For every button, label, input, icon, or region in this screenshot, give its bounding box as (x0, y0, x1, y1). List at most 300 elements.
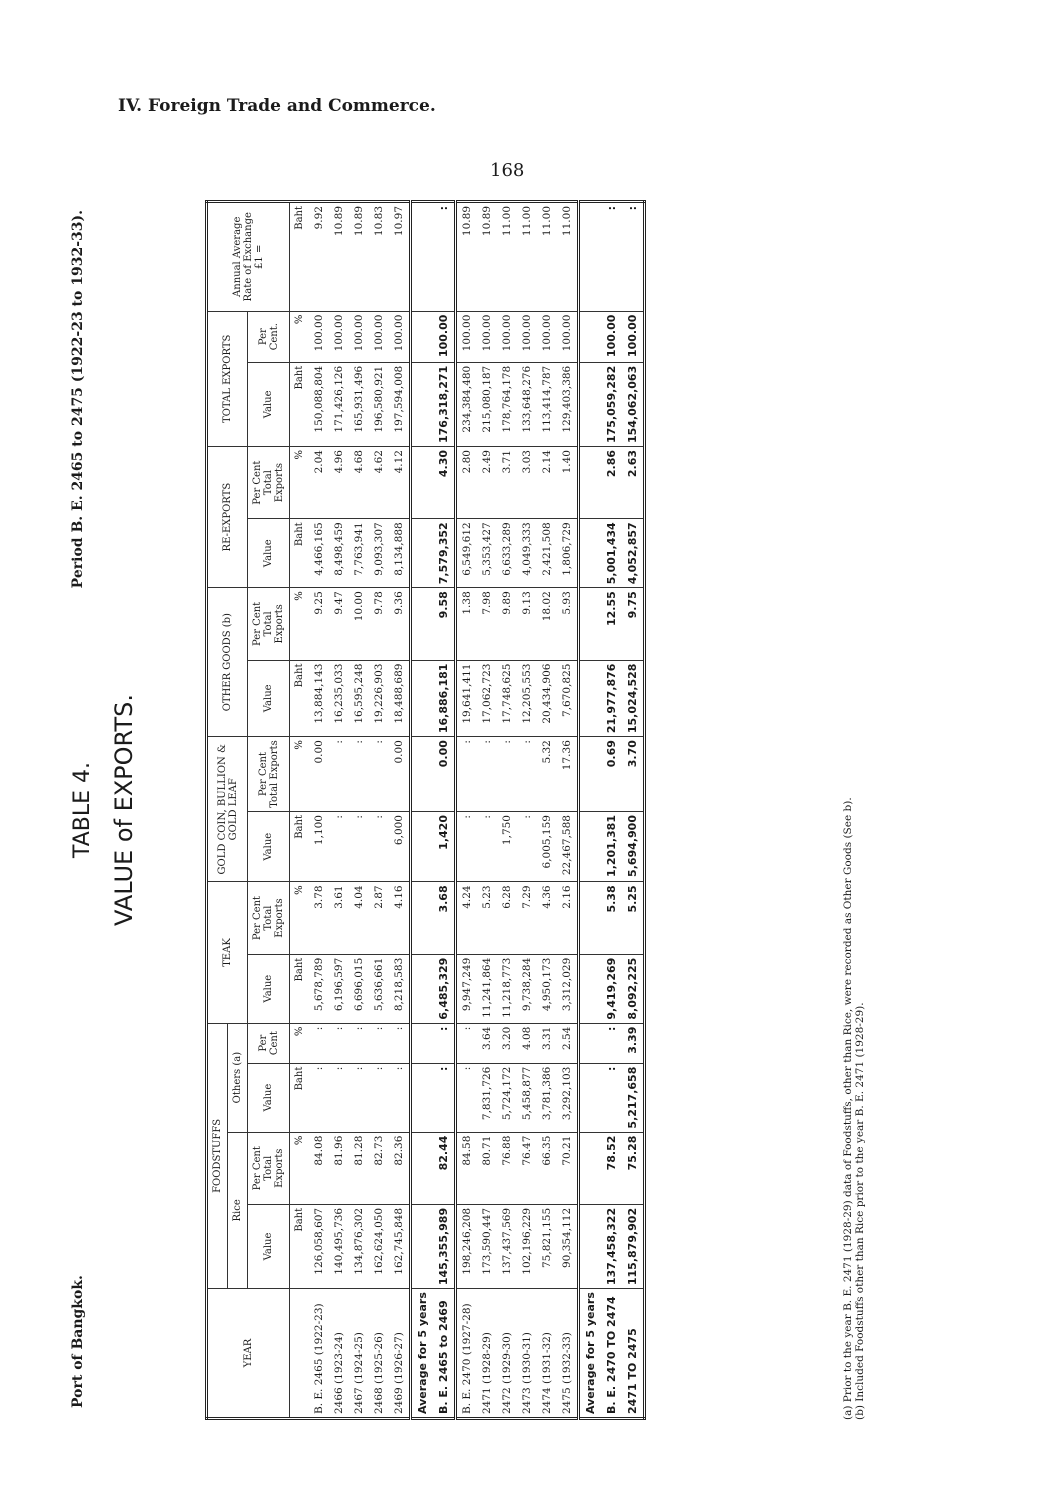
value-cell (411, 660, 434, 737)
value-cell: Baht (290, 660, 310, 737)
value-cell: 1.38 (456, 588, 478, 660)
value-cell: : (601, 1063, 622, 1132)
value-cell: : (329, 1023, 349, 1063)
value-cell: 2.54 (557, 1023, 579, 1063)
value-cell: 4.08 (517, 1023, 537, 1063)
header-foodstuffs: FOODSTUFFS (207, 1023, 228, 1288)
value-cell: : (456, 1063, 478, 1132)
value-cell: 129,403,386 (557, 362, 579, 446)
value-cell: 11.00 (537, 202, 557, 312)
value-cell: % (290, 588, 310, 660)
value-cell (411, 1023, 434, 1063)
value-cell: 176,318,271 (433, 362, 456, 446)
value-cell: 9,947,249 (456, 954, 478, 1023)
value-cell: 4.68 (349, 447, 369, 519)
value-cell: 2.86 (601, 447, 622, 519)
table-title: VALUE of EXPORTS. (110, 693, 138, 927)
value-cell: 215,080,187 (477, 362, 497, 446)
header-other-goods: OTHER GOODS (b) (207, 588, 248, 737)
value-cell: 10.00 (349, 588, 369, 660)
subheader-pct: Per Cent Total Exports (248, 882, 290, 954)
section-heading: IV. Foreign Trade and Commerce. (118, 96, 436, 116)
value-cell: 162,745,848 (389, 1204, 411, 1288)
value-cell (411, 519, 434, 588)
table-row (433, 202, 456, 1419)
value-cell: 5,636,661 (369, 954, 389, 1023)
value-cell: 100.00 (601, 311, 622, 362)
table-row (477, 202, 497, 1419)
value-cell: 80.71 (477, 1132, 497, 1204)
value-cell: 4,466,165 (309, 519, 329, 588)
header-total: TOTAL EXPORTS (207, 311, 248, 446)
value-cell: 1,420 (433, 812, 456, 882)
subheader-value: Value (248, 954, 290, 1023)
value-cell: 100.00 (389, 311, 411, 362)
value-cell: : (389, 1023, 411, 1063)
value-cell: 8,134,888 (389, 519, 411, 588)
value-cell: 16,595,248 (349, 660, 369, 737)
value-cell: : (329, 812, 349, 882)
value-cell: 5,353,427 (477, 519, 497, 588)
value-cell: 126,058,607 (309, 1204, 329, 1288)
value-cell: 4.04 (349, 882, 369, 954)
value-cell: 5.32 (537, 737, 557, 812)
value-cell: 75.28 (622, 1132, 645, 1204)
value-cell: 234,384,480 (456, 362, 478, 446)
value-cell: 2.14 (537, 447, 557, 519)
value-cell: 100.00 (622, 311, 645, 362)
table-row (537, 202, 557, 1419)
value-cell: 173,590,447 (477, 1204, 497, 1288)
value-cell: 9,093,307 (369, 519, 389, 588)
subheader-value: Value (248, 1204, 290, 1288)
header-year: YEAR (207, 1289, 290, 1419)
value-cell: 12.55 (601, 588, 622, 660)
value-cell: 1.40 (557, 447, 579, 519)
value-cell: 4,049,333 (517, 519, 537, 588)
value-cell: Baht (290, 202, 310, 312)
value-cell: 6,000 (389, 812, 411, 882)
header-rice: Rice (228, 1132, 248, 1289)
value-cell: : (517, 737, 537, 812)
value-cell (411, 311, 434, 362)
value-cell: 1,100 (309, 812, 329, 882)
value-cell: 6,485,329 (433, 954, 456, 1023)
value-cell: 3,312,029 (557, 954, 579, 1023)
year-cell: 2468 (1925-26) (369, 1289, 389, 1419)
value-cell: 100.00 (349, 311, 369, 362)
value-cell: 162,624,050 (369, 1204, 389, 1288)
value-cell: 9.92 (309, 202, 329, 312)
value-cell: 8,498,459 (329, 519, 349, 588)
value-cell: 11,218,773 (497, 954, 517, 1023)
value-cell: 0.69 (601, 737, 622, 812)
value-cell: 7,831,726 (477, 1063, 497, 1132)
value-cell: 9.47 (329, 588, 349, 660)
value-cell: 178,764,178 (497, 362, 517, 446)
table-row (601, 202, 622, 1419)
value-cell: 5.25 (622, 882, 645, 954)
table-label: TABLE 4. (70, 762, 95, 859)
value-cell: 7,579,352 (433, 519, 456, 588)
value-cell (579, 447, 602, 519)
value-cell (579, 202, 602, 312)
table-body (290, 202, 645, 1419)
value-cell: % (290, 311, 310, 362)
value-cell: 3.68 (433, 882, 456, 954)
value-cell: % (290, 1132, 310, 1204)
value-cell: 9.25 (309, 588, 329, 660)
value-cell (411, 588, 434, 660)
value-cell: 4,052,857 (622, 519, 645, 588)
value-cell: 196,580,921 (369, 362, 389, 446)
value-cell: 3,292,103 (557, 1063, 579, 1132)
value-cell: 15,024,528 (622, 660, 645, 737)
value-cell: 3.70 (622, 737, 645, 812)
year-cell: B. E. 2470 TO 2474 (601, 1289, 622, 1419)
value-cell: 100.00 (477, 311, 497, 362)
value-cell: 100.00 (497, 311, 517, 362)
value-cell: 7,670,825 (557, 660, 579, 737)
value-cell: 100.00 (369, 311, 389, 362)
value-cell: 140,495,736 (329, 1204, 349, 1288)
value-cell: : (601, 202, 622, 312)
value-cell: 6,005,159 (537, 812, 557, 882)
value-cell: 3.78 (309, 882, 329, 954)
year-cell: 2471 TO 2475 (622, 1289, 645, 1419)
value-cell: 82.73 (369, 1132, 389, 1204)
value-cell: : (456, 737, 478, 812)
value-cell: 5,694,900 (622, 812, 645, 882)
value-cell: : (433, 1063, 456, 1132)
value-cell: 11.00 (497, 202, 517, 312)
value-cell: : (309, 1063, 329, 1132)
value-cell: % (290, 882, 310, 954)
value-cell: 100.00 (517, 311, 537, 362)
value-cell: 17,748,625 (497, 660, 517, 737)
value-cell: 4.62 (369, 447, 389, 519)
value-cell (411, 1063, 434, 1132)
value-cell: : (369, 1063, 389, 1132)
value-cell: : (309, 1023, 329, 1063)
value-cell: 8,218,583 (389, 954, 411, 1023)
value-cell: % (290, 447, 310, 519)
table-row (349, 202, 369, 1419)
value-cell: 90,354,112 (557, 1204, 579, 1288)
value-cell: 4.16 (389, 882, 411, 954)
table-row (411, 202, 434, 1419)
value-cell: 7.29 (517, 882, 537, 954)
value-cell: 4.36 (537, 882, 557, 954)
value-cell: 150,088,804 (309, 362, 329, 446)
value-cell: 19,226,903 (369, 660, 389, 737)
value-cell: 100.00 (329, 311, 349, 362)
table-row (389, 202, 411, 1419)
value-cell: 11,241,864 (477, 954, 497, 1023)
value-cell: 0.00 (433, 737, 456, 812)
value-cell: 19,641,411 (456, 660, 478, 737)
value-cell: 2.63 (622, 447, 645, 519)
value-cell: 5.93 (557, 588, 579, 660)
period-label: Period B. E. 2465 to 2475 (1922-23 to 1932-33). (70, 210, 86, 589)
value-cell: 75,821,155 (537, 1204, 557, 1288)
value-cell: 82.44 (433, 1132, 456, 1204)
value-cell: 197,594,008 (389, 362, 411, 446)
value-cell: 21,977,876 (601, 660, 622, 737)
value-cell (579, 1063, 602, 1132)
value-cell (411, 362, 434, 446)
value-cell: 9.36 (389, 588, 411, 660)
table-row (309, 202, 329, 1419)
value-cell: 3.71 (497, 447, 517, 519)
value-cell: 84.58 (456, 1132, 478, 1204)
value-cell: : (369, 812, 389, 882)
header-reexports: RE-EXPORTS (207, 447, 248, 588)
value-cell: 9.58 (433, 588, 456, 660)
value-cell: 66.35 (537, 1132, 557, 1204)
value-cell: 4.12 (389, 447, 411, 519)
value-cell: 154,062,063 (622, 362, 645, 446)
value-cell: 84.08 (309, 1132, 329, 1204)
value-cell: 16,235,033 (329, 660, 349, 737)
value-cell: 8,092,225 (622, 954, 645, 1023)
page-number: 168 (490, 160, 525, 181)
footnotes (842, 797, 866, 1420)
value-cell: 2,421,508 (537, 519, 557, 588)
value-cell: 1,806,729 (557, 519, 579, 588)
value-cell: 2.04 (309, 447, 329, 519)
value-cell (411, 812, 434, 882)
value-cell: 13,884,143 (309, 660, 329, 737)
value-cell: % (290, 1023, 310, 1063)
value-cell: 17.36 (557, 737, 579, 812)
value-cell: 100.00 (309, 311, 329, 362)
year-cell: Average for 5 years (411, 1289, 434, 1419)
value-cell (579, 1132, 602, 1204)
value-cell: 17,062,723 (477, 660, 497, 737)
value-cell: 100.00 (537, 311, 557, 362)
value-cell (579, 362, 602, 446)
value-cell: 100.00 (433, 311, 456, 362)
value-cell: 3.61 (329, 882, 349, 954)
value-cell (579, 737, 602, 812)
value-cell: 2.87 (369, 882, 389, 954)
value-cell: 10.89 (456, 202, 478, 312)
subheader-value: Value (248, 362, 290, 446)
header-gold: GOLD COIN, BULLION & GOLD LEAF (207, 737, 248, 882)
value-cell (579, 588, 602, 660)
value-cell: : (456, 1023, 478, 1063)
value-cell: Baht (290, 954, 310, 1023)
value-cell: 5,458,877 (517, 1063, 537, 1132)
subheader-pct: Per Cent Total Exports (248, 737, 290, 812)
header-teak: TEAK (207, 882, 248, 1023)
value-cell: : (456, 812, 478, 882)
value-cell: : (389, 1063, 411, 1132)
footnote-b: (b) Included Foodstuffs other than Rice prior to the year B. E. 2471 (1928-29). (854, 1002, 866, 1420)
subheader-value: Value (248, 1063, 290, 1132)
value-cell: 10.89 (329, 202, 349, 312)
value-cell: : (349, 1063, 369, 1132)
value-cell: 5,724,172 (497, 1063, 517, 1132)
value-cell: : (349, 812, 369, 882)
subheader-pct: Per Cent. (248, 311, 290, 362)
value-cell: 134,876,302 (349, 1204, 369, 1288)
table-row (369, 202, 389, 1419)
value-cell: 1,201,381 (601, 812, 622, 882)
value-cell: 145,355,989 (433, 1204, 456, 1288)
value-cell: 9.75 (622, 588, 645, 660)
value-cell: 137,458,322 (601, 1204, 622, 1288)
value-cell: 70.21 (557, 1132, 579, 1204)
year-cell (290, 1289, 310, 1419)
value-cell: 7,763,941 (349, 519, 369, 588)
value-cell: 4,950,173 (537, 954, 557, 1023)
value-cell: 11.00 (557, 202, 579, 312)
value-cell: 18,488,689 (389, 660, 411, 737)
value-cell: : (601, 1023, 622, 1063)
value-cell: 9,419,269 (601, 954, 622, 1023)
subheader-value: Value (248, 812, 290, 882)
subheader-pct: Per Cent Total Exports (248, 588, 290, 660)
value-cell: 76.47 (517, 1132, 537, 1204)
value-cell: 3.64 (477, 1023, 497, 1063)
rotated-table-frame (70, 200, 970, 1420)
value-cell: 5,678,789 (309, 954, 329, 1023)
value-cell: Baht (290, 1063, 310, 1132)
value-cell: : (349, 1023, 369, 1063)
value-cell: : (329, 737, 349, 812)
value-cell: Baht (290, 519, 310, 588)
value-cell: 10.83 (369, 202, 389, 312)
value-cell: 2.16 (557, 882, 579, 954)
value-cell (411, 882, 434, 954)
value-cell: 3,781,386 (537, 1063, 557, 1132)
value-cell: : (497, 737, 517, 812)
value-cell (411, 1204, 434, 1288)
value-cell (579, 1204, 602, 1288)
value-cell: 102,196,229 (517, 1204, 537, 1288)
year-cell: 2472 (1929-30) (497, 1289, 517, 1419)
value-cell (579, 954, 602, 1023)
value-cell: 165,931,496 (349, 362, 369, 446)
value-cell: Baht (290, 812, 310, 882)
value-cell: 4.24 (456, 882, 478, 954)
value-cell: 76.88 (497, 1132, 517, 1204)
value-cell: : (349, 737, 369, 812)
value-cell: 5,001,434 (601, 519, 622, 588)
value-cell: 100.00 (557, 311, 579, 362)
year-cell: 2471 (1928-29) (477, 1289, 497, 1419)
value-cell: 175,059,282 (601, 362, 622, 446)
value-cell: 22,467,588 (557, 812, 579, 882)
year-cell: 2473 (1930-31) (517, 1289, 537, 1419)
value-cell: 6,633,289 (497, 519, 517, 588)
value-cell: 20,434,906 (537, 660, 557, 737)
value-cell: 4.30 (433, 447, 456, 519)
value-cell: 2.49 (477, 447, 497, 519)
value-cell: 171,426,126 (329, 362, 349, 446)
table-row (456, 202, 478, 1419)
value-cell: 115,879,902 (622, 1204, 645, 1288)
value-cell: 5.38 (601, 882, 622, 954)
value-cell: 2.80 (456, 447, 478, 519)
year-cell: 2467 (1924-25) (349, 1289, 369, 1419)
table-row (517, 202, 537, 1419)
value-cell: 9.78 (369, 588, 389, 660)
value-cell (411, 202, 434, 312)
value-cell (411, 1132, 434, 1204)
value-cell (411, 447, 434, 519)
year-cell: B. E. 2470 (1927-28) (456, 1289, 478, 1419)
value-cell: 133,648,276 (517, 362, 537, 446)
table-row (622, 202, 645, 1419)
value-cell: 78.52 (601, 1132, 622, 1204)
value-cell (579, 519, 602, 588)
header-exchange: Annual Average Rate of Exchange £1 = (207, 202, 290, 312)
value-cell: 3.31 (537, 1023, 557, 1063)
year-cell: B. E. 2465 (1922-23) (309, 1289, 329, 1419)
value-cell: 4.96 (329, 447, 349, 519)
value-cell (411, 954, 434, 1023)
value-cell: : (369, 737, 389, 812)
subheader-value: Value (248, 519, 290, 588)
value-cell: 6.28 (497, 882, 517, 954)
table-row (290, 202, 310, 1419)
value-cell: 137,437,569 (497, 1204, 517, 1288)
value-cell: 1,750 (497, 812, 517, 882)
value-cell: 9,738,284 (517, 954, 537, 1023)
value-cell: 9.13 (517, 588, 537, 660)
value-cell (579, 311, 602, 362)
year-cell: 2469 (1926-27) (389, 1289, 411, 1419)
footnote-a: (a) Prior to the year B. E. 2471 (1928-29) data of Foodstuffs, other than Rice, were recorded as Other Goods (See b). (842, 797, 854, 1420)
table-row (329, 202, 349, 1419)
value-cell: 81.96 (329, 1132, 349, 1204)
year-cell: 2474 (1931-32) (537, 1289, 557, 1419)
value-cell: : (369, 1023, 389, 1063)
table-row (557, 202, 579, 1419)
value-cell (579, 1023, 602, 1063)
subheader-value: Value (248, 660, 290, 737)
value-cell: : (433, 1023, 456, 1063)
value-cell: 6,696,015 (349, 954, 369, 1023)
value-cell: 10.89 (477, 202, 497, 312)
value-cell: 3.39 (622, 1023, 645, 1063)
value-cell: 12,205,553 (517, 660, 537, 737)
year-cell: Average for 5 years (579, 1289, 602, 1419)
value-cell: 16,886,181 (433, 660, 456, 737)
value-cell (411, 737, 434, 812)
value-cell: : (329, 1063, 349, 1132)
value-cell: : (517, 812, 537, 882)
value-cell: Baht (290, 1204, 310, 1288)
value-cell (579, 660, 602, 737)
year-cell: 2475 (1932-33) (557, 1289, 579, 1419)
port-label: Port of Bangkok. (70, 1275, 86, 1408)
value-cell: 6,196,597 (329, 954, 349, 1023)
value-cell: 113,414,787 (537, 362, 557, 446)
value-cell: 0.00 (389, 737, 411, 812)
value-cell: : (477, 812, 497, 882)
value-cell: 11.00 (517, 202, 537, 312)
value-cell: 10.97 (389, 202, 411, 312)
value-cell: 198,246,208 (456, 1204, 478, 1288)
value-cell: 18.02 (537, 588, 557, 660)
value-cell: 7.98 (477, 588, 497, 660)
value-cell: 9.89 (497, 588, 517, 660)
year-cell: B. E. 2465 to 2469 (433, 1289, 456, 1419)
